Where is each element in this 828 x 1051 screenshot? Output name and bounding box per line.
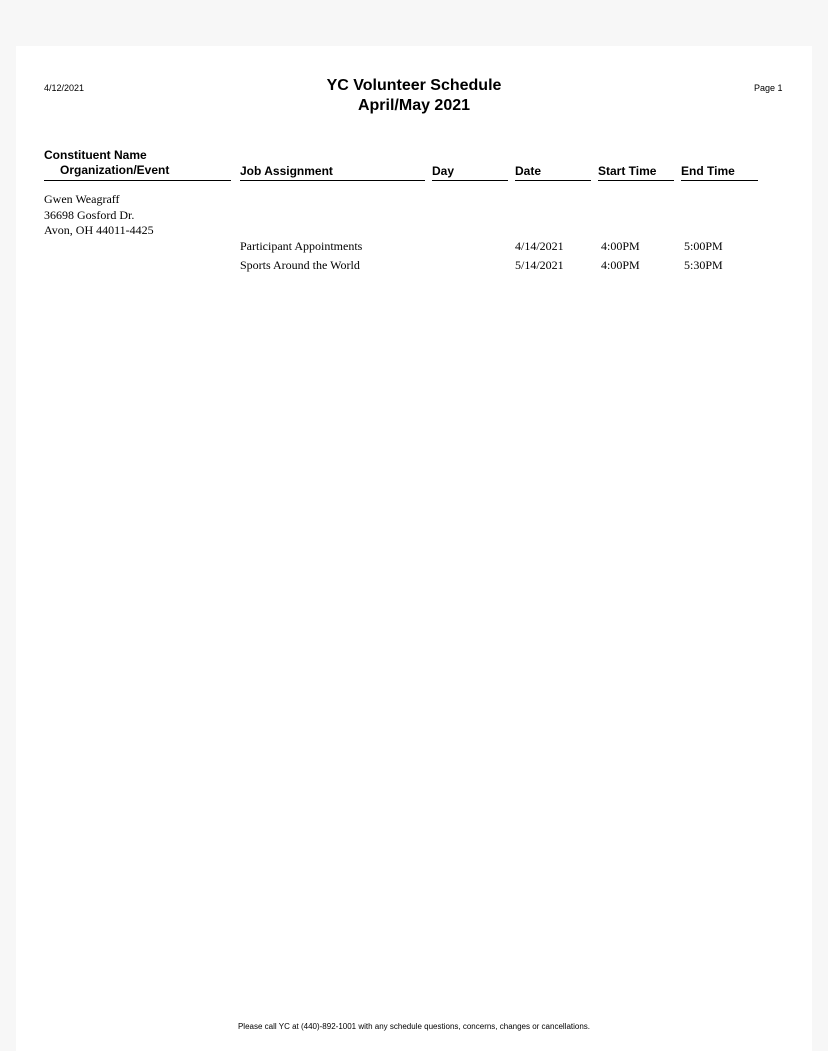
constituent-address-line2: Avon, OH 44011-4425 [44, 223, 154, 237]
end-time-cell: 5:30PM [684, 258, 723, 272]
column-header-constituent-name: Constituent Name [44, 148, 147, 162]
column-rule-day [432, 180, 508, 181]
job-assignment-cell: Sports Around the World [240, 258, 360, 272]
report-title: YC Volunteer Schedule [326, 77, 502, 94]
column-header-start-time: Start Time [598, 164, 657, 178]
report-subtitle: April/May 2021 [357, 97, 471, 114]
column-header-organization-event: Organization/Event [60, 163, 170, 177]
start-time-cell: 4:00PM [601, 239, 640, 253]
column-rule-job-assignment [240, 180, 425, 181]
page-number: Page 1 [754, 83, 783, 93]
date-cell: 4/14/2021 [515, 239, 564, 253]
job-assignment-cell: Participant Appointments [240, 239, 363, 253]
report-title-block [16, 76, 812, 116]
report-page [16, 46, 812, 1051]
print-date: 4/12/2021 [44, 83, 85, 93]
date-cell: 5/14/2021 [515, 258, 564, 272]
column-header-day: Day [432, 164, 455, 178]
start-time-cell: 4:00PM [601, 258, 640, 272]
column-rule-start-time [598, 180, 674, 181]
constituent-address-line1: 36698 Gosford Dr. [44, 208, 135, 222]
column-rule-date [515, 180, 591, 181]
column-header-end-time: End Time [681, 164, 735, 178]
constituent-name: Gwen Weagraff [44, 192, 120, 206]
column-rule-constituent [44, 180, 231, 181]
column-rule-end-time [681, 180, 758, 181]
column-header-job-assignment: Job Assignment [240, 164, 333, 178]
footer-note: Please call YC at (440)-892-1001 with any schedule questions, concerns, changes or cancellations. [237, 1022, 591, 1031]
end-time-cell: 5:00PM [684, 239, 723, 253]
column-header-date: Date [515, 164, 542, 178]
